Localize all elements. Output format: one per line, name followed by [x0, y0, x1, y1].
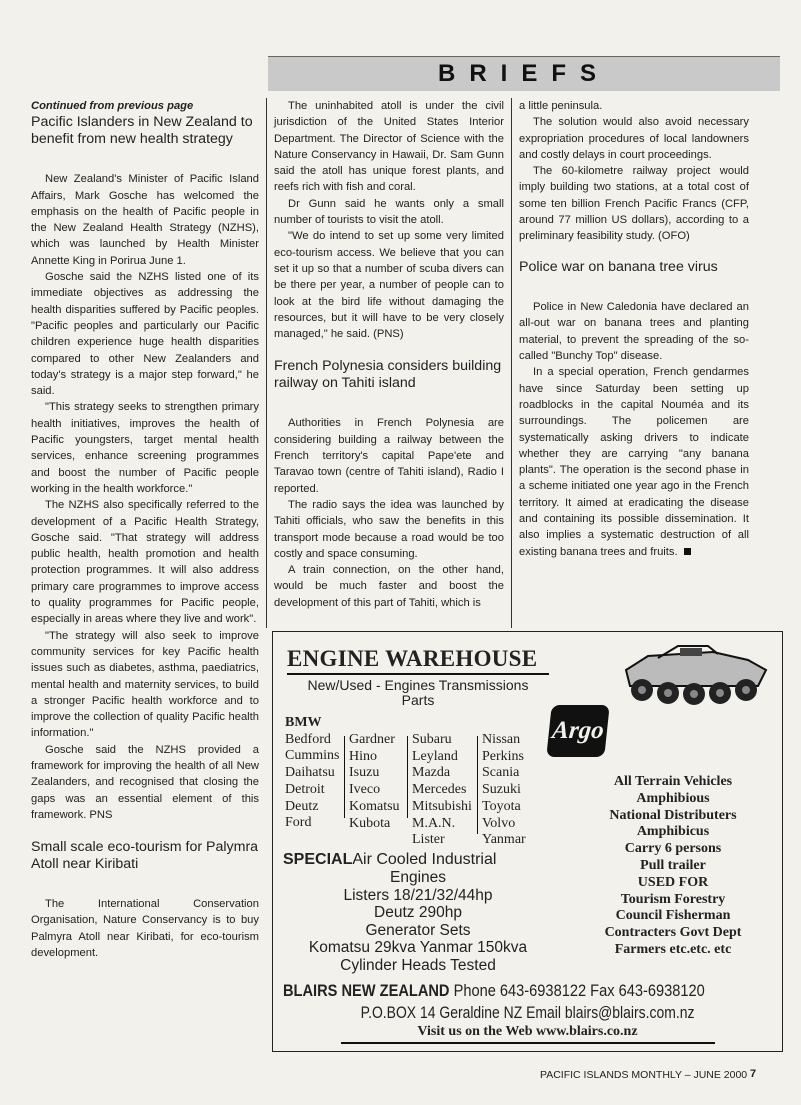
ad-title-underline [287, 673, 549, 675]
paragraph: "The strategy will also seek to improve community services for key Pacific health issues such as diabetes, asthma, paediatrics, mental health and maternity services, to build a stronger Pacific health workforce and to improve the collection of quality Pacific health information." [31, 629, 259, 740]
feature-item: Tourism Forestry [620, 891, 726, 907]
paragraph: Police in New Caledonia have declared an all-out war on banana trees and planting material, to prevent the spreading of the so-called "Bunchy Top" disease. [519, 301, 749, 363]
brand-name: Ford [285, 815, 312, 831]
brand-name: Mercedes [412, 782, 467, 798]
headline-banana-virus: Police war on banana tree virus [519, 258, 718, 275]
logo-text: Argo [550, 717, 606, 744]
brand-name: Mitsubishi [412, 798, 472, 814]
paragraph: a little peninsula. [519, 100, 603, 112]
ad-subtitle: New/Used - Engines Transmissions [307, 677, 529, 693]
brand-name: Toyota [482, 798, 521, 814]
paragraph: The radio says the idea was launched by Tahiti officials, who saw the benefits in this transport mode because a road would be too costly and space consuming. [274, 498, 504, 560]
special-line: Engines [389, 869, 446, 886]
paragraph: In a special operation, French gendarmes have since Saturday been setting up roadblocks in the capital Nouméa and its surroundings. The policemen are systematically asking drivers to indicate whether they are carrying "any banana plants". The operation is the second phase in a scheme initiated one year ago in the French territory. It aimed at eradicating the disease and containing its possible dissemination. It also implies a systematic destruction of all existing banana trees and fruits. [519, 366, 749, 558]
special-line: Deutz 290hp [374, 904, 462, 921]
brand-name: Scania [482, 765, 520, 781]
feature-item: Carry 6 persons [624, 841, 722, 857]
brand-divider [477, 736, 478, 834]
paragraph: The NZHS also specifically referred to the development of a Pacific Health Strategy, Gosche said. "That strategy will address public health, health promotion and health protection programmes. It will also address primary care programmes to improve access to quality programmes for Pacific people, especially in areas where they live and work". [31, 499, 259, 626]
brand-name: Hino [349, 748, 377, 764]
paragraph: Gosche said the NZHS listed one of its immediate objectives as addressing the health disparities suffered by Pacific peoples. "Pacific peoples and particularly our Pacific children experience huge health disparities compared to other New Zealanders and today's strategy is a major step forward," he said. [31, 271, 259, 398]
column-2 [274, 98, 504, 611]
brand-column-2 [349, 732, 400, 832]
headline-railway: French Polynesia considers building railway on Tahiti island [274, 358, 502, 391]
brand-column-1 [285, 715, 339, 832]
fax-number: Fax 643-6938120 [590, 981, 705, 1000]
continued-note: Continued from previous page [31, 100, 194, 112]
paragraph: A train connection, on the other hand, would be much faster and boost the development of this part of Tahiti, which is [274, 564, 504, 609]
brand-name: Lister [412, 832, 445, 848]
brand-name: Daihatsu [285, 765, 335, 781]
paragraph: Gosche said the NZHS provided a framework for improving the health of all New Zealanders, and recognised that closing the gaps was an essential element of this framework. PNS [31, 743, 259, 821]
paragraph: The uninhabited atoll is under the civil jurisdiction of the United States Interior Department. The Director of Science with the Nature Conservancy in Hawaii, Dr. Sam Gunn said the atoll has unique forest plants, and reefs rich with fish and coral. [274, 100, 504, 194]
special-line: Listers 18/21/32/44hp [343, 886, 493, 904]
brand-name: Isuzu [349, 765, 380, 781]
brand-name: Detroit [285, 781, 325, 797]
paragraph: New Zealand's Minister of Pacific Island Affairs, Mark Gosche has welcomed the emphasis on the health of Pacific people in the New Zealand Health Strategy (NZHS), which was launched by Health Minister Annette King in Porirua June 1. [31, 173, 259, 267]
paragraph: The 60-kilometre railway project would imply building two stations, at a total cost of some ten billion French Pacific Francs (CFP, around 77 million US dollars), according to a preliminary feasibility study. (OFO) [519, 165, 749, 243]
feature-item: Farmers etc.etc. etc [614, 941, 732, 957]
headline-health-strategy: Pacific Islanders in New Zealand to benefit from new health strategy [31, 114, 253, 147]
vehicle-features-list [573, 774, 773, 959]
article-body-health [31, 171, 259, 823]
website-line: Visit us on the Web www.blairs.co.nz [417, 1024, 638, 1039]
article-body-eco-tourism-cont [274, 98, 504, 342]
brand-divider [344, 736, 345, 818]
brand-name: Subaru [412, 732, 452, 747]
feature-item: USED FOR [637, 874, 709, 890]
feature-item: All Terrain Vehicles [613, 774, 733, 789]
paragraph: Dr Gunn said he wants only a small number of tourists to visit the atoll. [274, 197, 504, 227]
paragraph: Authorities in French Polynesia are considering building a railway between the French territory's capital Pape'ete and Taravao town (centre of Tahiti island), Radio I reported. [274, 417, 504, 495]
brand-name: Gardner [349, 732, 395, 747]
feature-item: Contracters Govt Dept [604, 925, 742, 941]
brand-name: Nissan [482, 732, 521, 747]
article-body-railway [274, 415, 504, 611]
brand-name: Bedford [285, 731, 331, 747]
paragraph: "We do intend to set up some very limited eco-tourism access. We believe that you can set it up so that a number of scuba divers can be there per year, a number of people can to look at the bird life without damaging the resources, but it will have to be very closely managed," he said. (PNS) [274, 230, 504, 341]
brand-name: Leyland [412, 748, 458, 764]
feature-item: National Distributers [609, 807, 737, 823]
paragraph: The International Conservation Organisation, Nature Conservancy is to buy Palmyra Atoll near Kiribati, for eco-tourism development. [31, 898, 259, 960]
ad-title: ENGINE WAREHOUSE [287, 646, 538, 671]
column-divider [511, 98, 512, 628]
article-body-eco-tourism-start [31, 896, 259, 961]
article-body-railway-cont [519, 98, 749, 245]
brand-name: Deutz [285, 798, 319, 814]
company-name: BLAIRS NEW ZEALAND [283, 981, 450, 1000]
brand-name: Perkins [482, 748, 524, 764]
special-line: Cylinder Heads Tested [340, 956, 496, 974]
end-mark-icon [684, 548, 691, 555]
section-banner: BRIEFS [268, 57, 780, 91]
special-heading [283, 851, 496, 869]
brand-name: Yanmar [482, 832, 526, 848]
feature-item: Amphibious [636, 790, 710, 806]
special-label: SPECIAL [283, 851, 353, 868]
special-offers [273, 869, 563, 974]
special-line: Generator Sets [365, 921, 471, 939]
column-1 [31, 98, 259, 961]
phone-number: Phone 643-6938122 [453, 981, 587, 1000]
website-underline [341, 1042, 715, 1044]
brand-name: Suzuki [482, 782, 521, 798]
company-contact [283, 981, 705, 1001]
brand-divider [407, 736, 408, 818]
brand-name: M.A.N. [412, 815, 456, 831]
feature-item: Pull trailer [640, 857, 706, 873]
brand-name: Volvo [482, 815, 516, 831]
brand-name: Mazda [412, 765, 451, 781]
brand-name: Komatsu [349, 798, 400, 814]
article-body-banana [519, 299, 749, 560]
brand-name: Kubota [349, 815, 391, 831]
brand-name: Iveco [349, 782, 381, 798]
engine-warehouse-ad [272, 631, 783, 1052]
brand-name: BMW [285, 715, 322, 730]
column-3 [519, 98, 749, 560]
argo-logo [546, 705, 609, 757]
special-text: Air Cooled Industrial [352, 851, 497, 868]
headline-eco-tourism: Small scale eco-tourism for Palymra Atoll near Kiribati [31, 839, 259, 872]
magazine-footer: PACIFIC ISLANDS MONTHLY – JUNE 2000 [540, 1069, 748, 1081]
paragraph: "This strategy seeks to strengthen primary health initiatives, improves the health of Pacific youngsters, target mental health services, enhance screening programmes and boost the number of Pacific people working in the health workforce." [31, 401, 259, 495]
amphibious-vehicle-illustration [618, 640, 773, 712]
brand-name: Cummins [285, 748, 340, 764]
brand-column-3 [412, 732, 472, 849]
address-line: P.O.BOX 14 Geraldine NZ Email blairs@blairs.com.nz [360, 1003, 695, 1022]
paragraph: The solution would also avoid necessary expropriation procedures of local landowners and costly delays in court proceedings. [519, 116, 749, 161]
column-divider [266, 98, 267, 628]
page-number: 7 [750, 1068, 757, 1080]
feature-item: Amphibicus [636, 824, 710, 840]
brand-column-4 [482, 732, 526, 849]
feature-item: Council Fisherman [615, 908, 731, 924]
ad-subtitle-parts: Parts [401, 692, 435, 708]
special-line: Komatsu 29kva Yanmar 150kva [308, 939, 528, 956]
